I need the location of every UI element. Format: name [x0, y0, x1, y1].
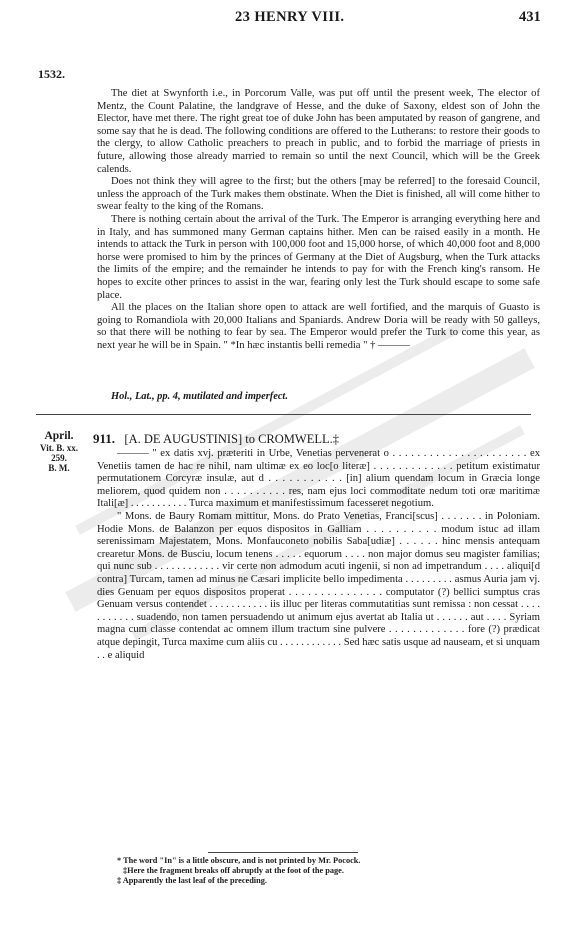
paragraph: There is nothing certain about the arrival of the Turk. The Emperor is arranging everything here and in Italy, and has summoned many German captains hither. Men can be raised easily in a month. He intends to attack the Turk in person with 100,000 foot and 15,000 horse, of which 40,000 foot and 8,000 horse were promised to him by the princes of Germany at the Diet of Augsburg, when the Turk attacks the limits of the empire; and the remainder he intends to pay for with the French king's ransom. He hopes to excite other princes to assist in the war, fearing only lest the Turk should escape to some safe place. — [97, 213, 540, 301]
page-number: 431 — [519, 9, 541, 25]
footnote-divider — [208, 852, 358, 853]
paragraph: Does not think they will agree to the first; but the others [may be referred] to the foresaid Council, unless the approach of the Turk makes them obstinate. When the Diet is finished, all will come hither to swear fealty to the king of the Romans. — [97, 176, 540, 213]
source-note: Hol., Lat., pp. 4, mutilated and imperfect. — [111, 391, 288, 402]
page-header — [0, 0, 567, 40]
running-title: 23 HENRY VIII. — [235, 9, 345, 25]
margin-ref: 259. — [51, 453, 67, 463]
section-divider — [36, 414, 531, 415]
letter-body — [97, 88, 540, 352]
entry-number: 911. — [93, 431, 116, 446]
footnote: * The word "In" is a little obscure, and is not printed by Mr. Pocock. — [117, 856, 361, 865]
paragraph: The diet at Swynforth i.e., in Porcorum Valle, was put off until the present week, The elector of Mentz, the Count Palatine, the landgrave of Hesse, and the duke of Saxony, eldest son of John the Elector, have met there. The right great toe of duke John has been amputated by reason of gangrene, and some say that he is dead. The following conditions are offered to the Lutherans: to restore their goods to the clergy, to allow Catholic preachers to preach in public, and to forbid the marriage of priests in future, allowing those already married to remain so until the next Council, which will be the Greek calends. — [97, 88, 540, 175]
paragraph: ——— " ex datis xvj. præteriti in Urbe, Venetias pervenerat o . . . . . . . . . . . . . . . . . . . . . . ex Venetiis tamen de hac re nihil, nam ultimæ ex eo loc[o literæ] . . . . . . . . . . . . . petitum existimatur permutationem Corcyræ insulæ, aut d . . . . . . . . . . . [in] alium quendam locum in Græcia longe meliorem, quod quidem non . . . . . . . . . . res, nam ejus loci commoditate nedum toti oræ maritimæ Itali[æ] . . . . . . . . . . . Turca maximum et manifestissimum facesseret negotium. — [97, 448, 540, 510]
paragraph: " Mons. de Baury Romam mittitur, Mons. do Prato Venetias, Franci[scus] . . . . . . . in Poloniam. Hodie Mons. de Balanzon per equos dispositos in Galliam . . . . . . . . . . modum istuc ad illam serenissimam Majestatem, Mons. Monfauconeto nobilis Saba[udiæ] . . . . . . hinc mensis antequam crearetur Mons. de Busciu, locum tenens . . . . . equorum . . . . non major domus seu magister familias; qui nunc sub . . . . . . . . . . . . vir certe non admodum acuti ingenii, si non ad impetrandum . . . . aliqui[d contra] Turcam, tamen ad minus ne Cæsari implicite bello impedimenta . . . . . . . . . asmus Auria jam vj. dies Genuam per equos dispositos properat . . . . . . . . . . . . . . . computator (?) bellici sumptus cras Genuam versus contendet . . . . . . . . . . . iis illuc per literas commutatitias sunt remissa : non cessat . . . . . . . . . . . suadendo, non tamen persuadendo ut animum ejus avertat ab Italia ut . . . . . . aut . . . . Syriam magna cum classe contendat ac omnem illum tractum sine pulvere . . . . . . . . . . . . . fore (?) prædicat atque depingit, Turca maxime cum aliis cu . . . . . . . . . . . . Sed hæc satis usque ad nauseam, et si unquam . . e aliquid — [97, 510, 540, 661]
entry-margin-note — [30, 430, 88, 473]
entry-title: [A. DE AUGUSTINIS] to CROMWELL.‡ — [124, 432, 339, 446]
footnote: ‡Here the fragment breaks off abruptly at the foot of the page. — [123, 866, 344, 875]
margin-year: 1532. — [38, 67, 65, 81]
margin-ref: B. M. — [48, 463, 70, 473]
entry-heading — [93, 431, 339, 447]
footnote: ‡ Apparently the last leaf of the preceding. — [117, 876, 267, 885]
margin-ref: Vit. B. xx. — [40, 443, 78, 453]
paragraph: All the places on the Italian shore open to attack are well fortified, and the marquis of Guasto is going to Romandiola with 20,000 Italians and Spaniards. Andrew Doria will be ready with 50 galleys, so that there will be nothing to fear by sea. The Emperor would prefer the Turk to come this year, as next year he will be in Spain. " *In hæc instantis belli remedia " † ——— — [97, 302, 540, 351]
margin-date: April. — [44, 430, 74, 442]
entry-body — [97, 448, 540, 662]
